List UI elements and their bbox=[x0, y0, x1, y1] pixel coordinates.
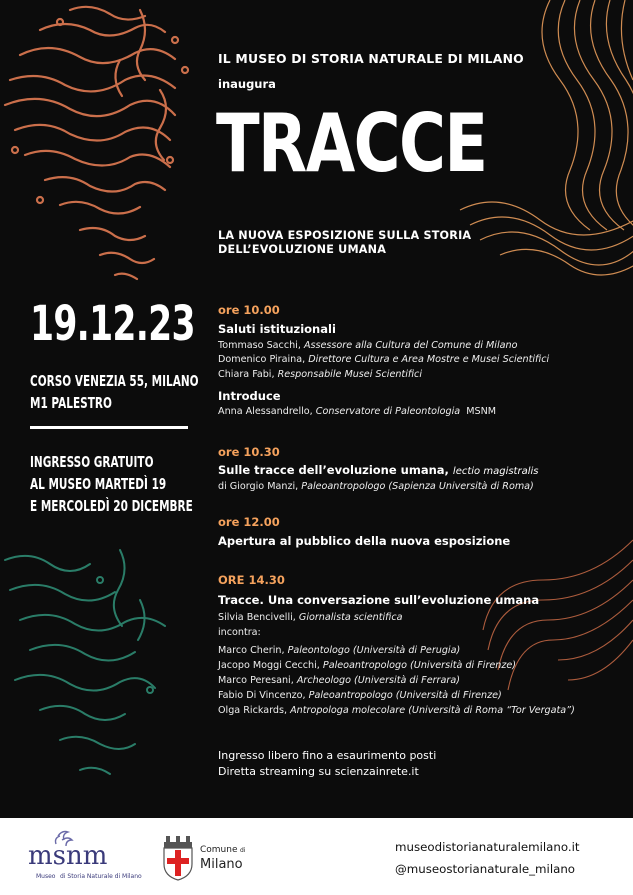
speaker-role: Giornalista scientifica bbox=[298, 612, 403, 623]
entry-line-2: AL MUSEO MARTEDÌ 19 bbox=[30, 475, 167, 493]
session-2-title: Sulle tracce dell’evoluzione umana, bbox=[218, 463, 449, 477]
session-1-speaker bbox=[218, 354, 549, 365]
exhibition-title: TRACCE bbox=[216, 97, 487, 190]
session-4-speaker bbox=[218, 690, 502, 701]
orange-pattern-top-left bbox=[5, 7, 188, 279]
session-2-speaker bbox=[218, 481, 534, 492]
access-info-line-2: Diretta streaming su scienzainrete.it bbox=[218, 765, 419, 778]
entry-line-1: INGRESSO GRATUITO bbox=[30, 453, 154, 471]
session-1-intro-heading: Introduce bbox=[218, 389, 281, 403]
speaker-name: di Giorgio Manzi, bbox=[218, 481, 299, 492]
comune-milano-logo bbox=[160, 834, 260, 882]
subtitle-line-1: LA NUOVA ESPOSIZIONE SULLA STORIA bbox=[218, 229, 472, 242]
speaker-name: Tommaso Sacchi, bbox=[218, 340, 301, 351]
session-1-heading: Saluti istituzionali bbox=[218, 322, 336, 336]
comune-di-label: di bbox=[240, 847, 246, 854]
session-3-time: ore 12.00 bbox=[218, 515, 280, 529]
session-4-speaker bbox=[218, 645, 460, 656]
session-2-heading bbox=[218, 463, 538, 477]
session-4-time: ORE 14.30 bbox=[218, 573, 285, 587]
session-1-speaker bbox=[218, 369, 422, 380]
access-info-line-1: Ingresso libero fino a esaurimento posti bbox=[218, 749, 437, 762]
msnm-logo-text: msnm bbox=[28, 841, 108, 871]
event-address bbox=[30, 370, 199, 414]
entry-line-3: E MERCOLEDÌ 20 DICEMBRE bbox=[30, 497, 193, 515]
session-1-intro-speaker bbox=[218, 406, 496, 417]
milano-label: Milano bbox=[200, 857, 243, 872]
speaker-role: Paleoantropologo (Sapienza Università di Roma) bbox=[301, 481, 534, 492]
comune-label: Comune bbox=[200, 845, 238, 855]
session-4-meets: incontra: bbox=[218, 627, 261, 638]
social-handle[interactable]: @museostorianaturale_milano bbox=[395, 862, 576, 876]
speaker-name: Silvia Bencivelli, bbox=[218, 612, 296, 623]
speaker-name: Olga Rickards, bbox=[218, 705, 288, 716]
event-date: 19.12.23 bbox=[30, 296, 195, 352]
speaker-name: Domenico Piraina, bbox=[218, 354, 306, 365]
speaker-name: Marco Cherin, bbox=[218, 645, 285, 656]
session-1-time: ore 10.00 bbox=[218, 303, 280, 317]
exhibition-subtitle bbox=[218, 229, 471, 257]
speaker-name: Anna Alessandrello, bbox=[218, 406, 313, 417]
msnm-logo-caption-1: Museo bbox=[36, 873, 56, 880]
session-2-note: lectio magistralis bbox=[452, 466, 539, 477]
msnm-logo bbox=[28, 826, 158, 886]
museum-name: IL MUSEO DI STORIA NATURALE DI MILANO bbox=[218, 51, 524, 66]
msnm-logo-caption-2: di Storia Naturale di Milano bbox=[60, 873, 142, 880]
speaker-role: Direttore Cultura e Area Mostre e Musei Scientifici bbox=[308, 354, 550, 365]
subtitle-line-2: DELL’EVOLUZIONE UMANA bbox=[218, 243, 387, 256]
speaker-role: Archeologo (Università di Ferrara) bbox=[296, 675, 460, 686]
speaker-role: Paleontologo (Università di Perugia) bbox=[287, 645, 461, 656]
session-4-speaker bbox=[218, 675, 460, 686]
session-4-speaker bbox=[218, 705, 575, 716]
session-1-speaker bbox=[218, 340, 517, 351]
session-4-moderator bbox=[218, 612, 402, 623]
address-line-2: M1 PALESTRO bbox=[30, 394, 112, 412]
divider bbox=[30, 426, 188, 429]
website-link[interactable]: museodistorianaturalemilano.it bbox=[395, 840, 580, 854]
speaker-name: Fabio Di Vincenzo, bbox=[218, 690, 306, 701]
speaker-role: Assessore alla Cultura del Comune di Milano bbox=[303, 340, 518, 351]
speaker-role: Paleoantropologo (Università di Firenze) bbox=[322, 660, 517, 671]
speaker-affiliation: MSNM bbox=[466, 406, 497, 417]
address-line-1: CORSO VENEZIA 55, MILANO bbox=[30, 372, 199, 390]
speaker-role: Conservatore di Paleontologia bbox=[315, 406, 461, 417]
speaker-name: Chiara Fabi, bbox=[218, 369, 275, 380]
speaker-role: Antropologa molecolare (Università di Roma “Tor Vergata”) bbox=[290, 705, 575, 716]
green-pattern-bottom-left bbox=[5, 550, 165, 774]
session-4-speaker bbox=[218, 660, 516, 671]
city-crest-icon bbox=[164, 836, 192, 880]
free-entry-notice bbox=[30, 451, 193, 517]
session-2-time: ore 10.30 bbox=[218, 445, 280, 459]
session-4-heading: Tracce. Una conversazione sull’evoluzione umana bbox=[218, 593, 540, 607]
speaker-role: Paleoantropologo (Università di Firenze) bbox=[308, 690, 502, 701]
access-info bbox=[218, 748, 436, 780]
session-3-heading: Apertura al pubblico della nuova esposizione bbox=[218, 534, 511, 548]
speaker-role: Responsabile Musei Scientifici bbox=[277, 369, 423, 380]
speaker-name: Marco Peresani, bbox=[218, 675, 294, 686]
inaugura-label: inaugura bbox=[218, 77, 276, 91]
speaker-name: Jacopo Moggi Cecchi, bbox=[218, 660, 320, 671]
